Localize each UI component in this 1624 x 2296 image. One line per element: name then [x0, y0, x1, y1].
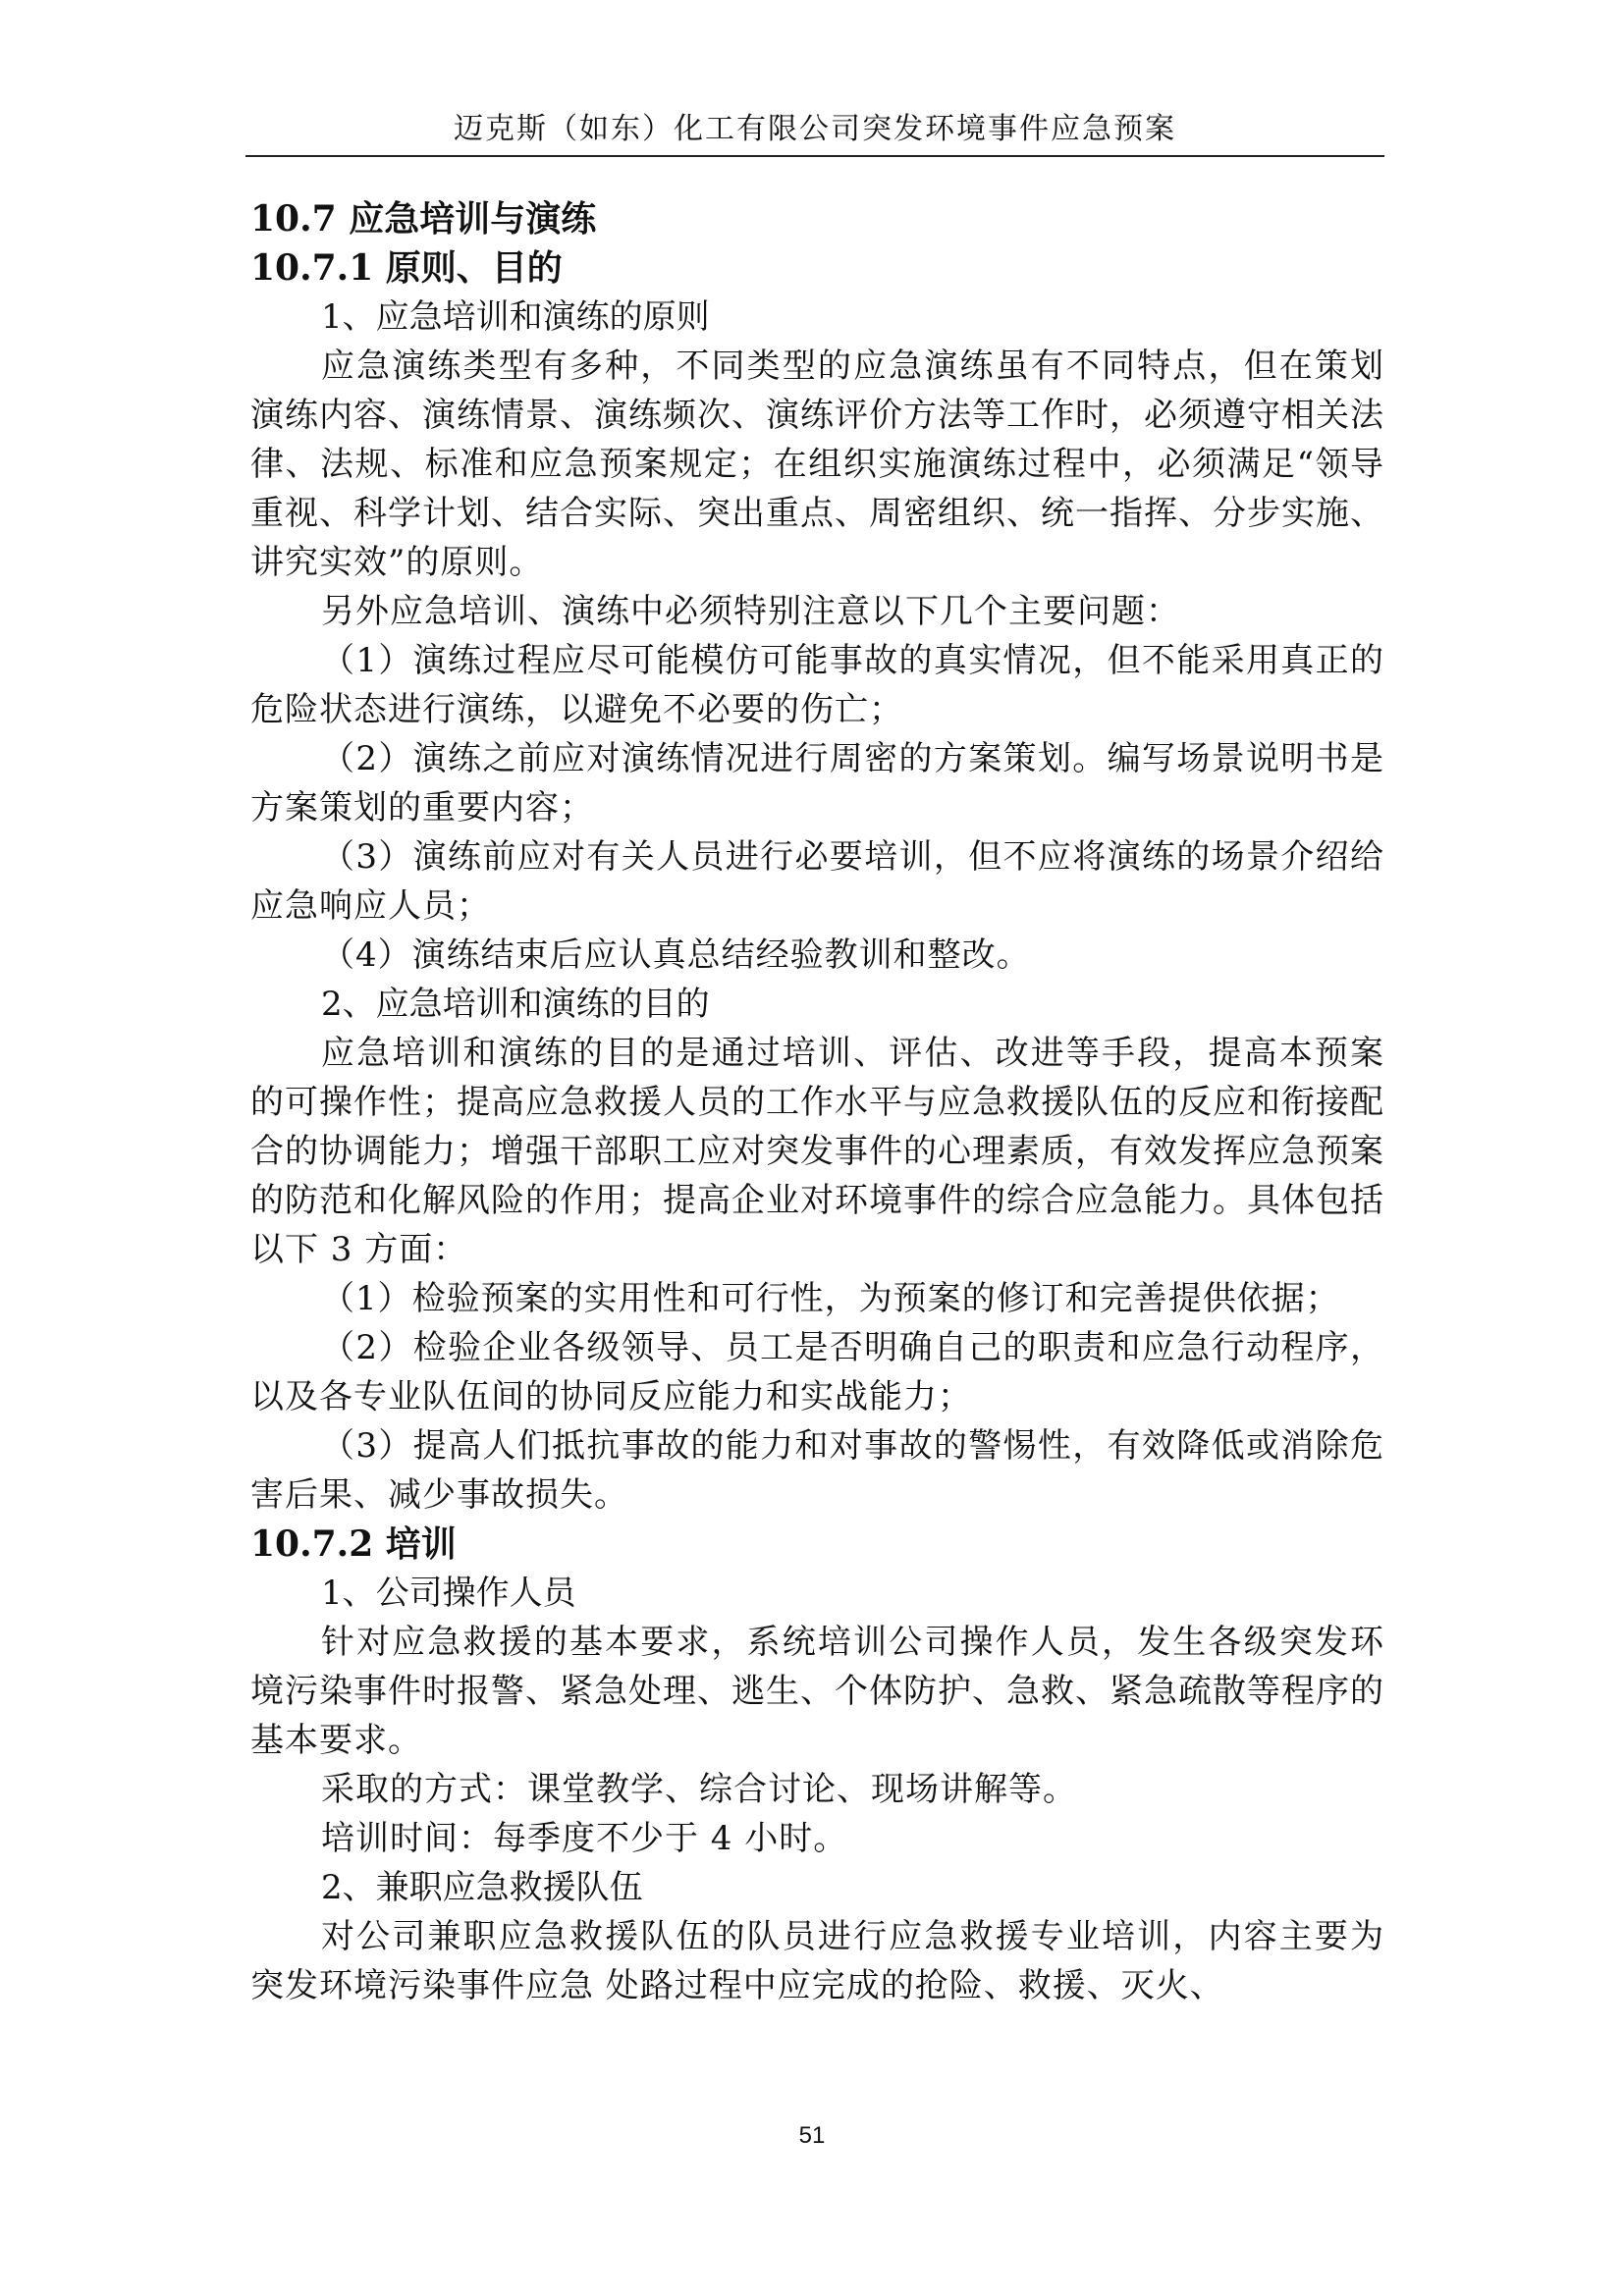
paragraph-subtitle: 2、应急培训和演练的目的 — [321, 985, 710, 1024]
paragraph: 另外应急培训、演练中必须特别注意以下几个主要问题： — [321, 592, 1180, 631]
list-item: （1）检验预案的实用性和可行性，为预案的修订和完善提供依据； — [321, 1279, 1340, 1318]
paragraph: 对公司兼职应急救援队伍的队员进行应急救援专业培训，内容主要为突发环境污染事件应急 处路过程中应完成的抢险、救援、灭火、 — [250, 1917, 1384, 2005]
list-item: （4）演练结束后应认真总结经验教训和整改。 — [321, 935, 1031, 975]
paragraph: 针对应急救援的基本要求，系统培训公司操作人员，发生各级突发环境污染事件时报警、紧急处理、逃生、个体防护、急救、紧急疏散等程序的基本要求。 — [250, 1623, 1384, 1760]
paragraph: 应急演练类型有多种，不同类型的应急演练虽有不同特点，但在策划演练内容、演练情景、演练频次、演练评价方法等工作时，必须遵守相关法律、法规、标准和应急预案规定；在组织实施演练过程中，必须满足“领导重视、科学计划、结合实际、突出重点、周密组织、统一指挥、分步实施、讲究实效”的原则。 — [250, 347, 1384, 582]
list-item: （2）演练之前应对演练情况进行周密的方案策划。编写场景说明书是方案策划的重要内容； — [250, 739, 1384, 828]
section-heading: 10.7 应急培训与演练 — [250, 198, 597, 240]
page-number: 51 — [798, 2122, 826, 2149]
subsection-heading-principles: 10.7.1 原则、目的 — [250, 247, 563, 289]
paragraph-subtitle: 1、应急培训和演练的原则 — [321, 297, 710, 337]
paragraph-subtitle: 2、兼职应急救援队伍 — [321, 1868, 643, 1907]
subsection-heading-training: 10.7.2 培训 — [250, 1523, 457, 1565]
document-header-title: 迈克斯（如东）化工有限公司突发环境事件应急预案 — [454, 112, 1176, 146]
list-item: （2）检验企业各级领导、员工是否明确自己的职责和应急行动程序，以及各专业队伍间的协同反应能力和实战能力； — [250, 1328, 1384, 1416]
paragraph: 应急培训和演练的目的是通过培训、评估、改进等手段，提高本预案的可操作性；提高应急救援人员的工作水平与应急救援队伍的反应和衔接配合的协调能力；增强干部职工应对突发事件的心理素质，有效发挥应急预案的防范和化解风险的作用；提高企业对环境事件的综合应急能力。具体包括以下 3 方面： — [250, 1034, 1384, 1269]
paragraph: 培训时间：每季度不少于 4 小时。 — [321, 1819, 848, 1858]
list-item: （3）提高人们抵抗事故的能力和对事故的警惕性，有效降低或消除危害后果、减少事故损失。 — [250, 1426, 1384, 1515]
paragraph: 采取的方式：课堂教学、综合讨论、现场讲解等。 — [321, 1770, 1077, 1809]
header-divider — [245, 155, 1384, 157]
list-item: （1）演练过程应尽可能模仿可能事故的真实情况，但不能采用真正的危险状态进行演练，以避免不必要的伤亡； — [250, 641, 1384, 729]
page-content — [250, 194, 1384, 2010]
paragraph-subtitle: 1、公司操作人员 — [321, 1574, 576, 1613]
list-item: （3）演练前应对有关人员进行必要培训，但不应将演练的场景介绍给应急响应人员； — [250, 837, 1384, 926]
